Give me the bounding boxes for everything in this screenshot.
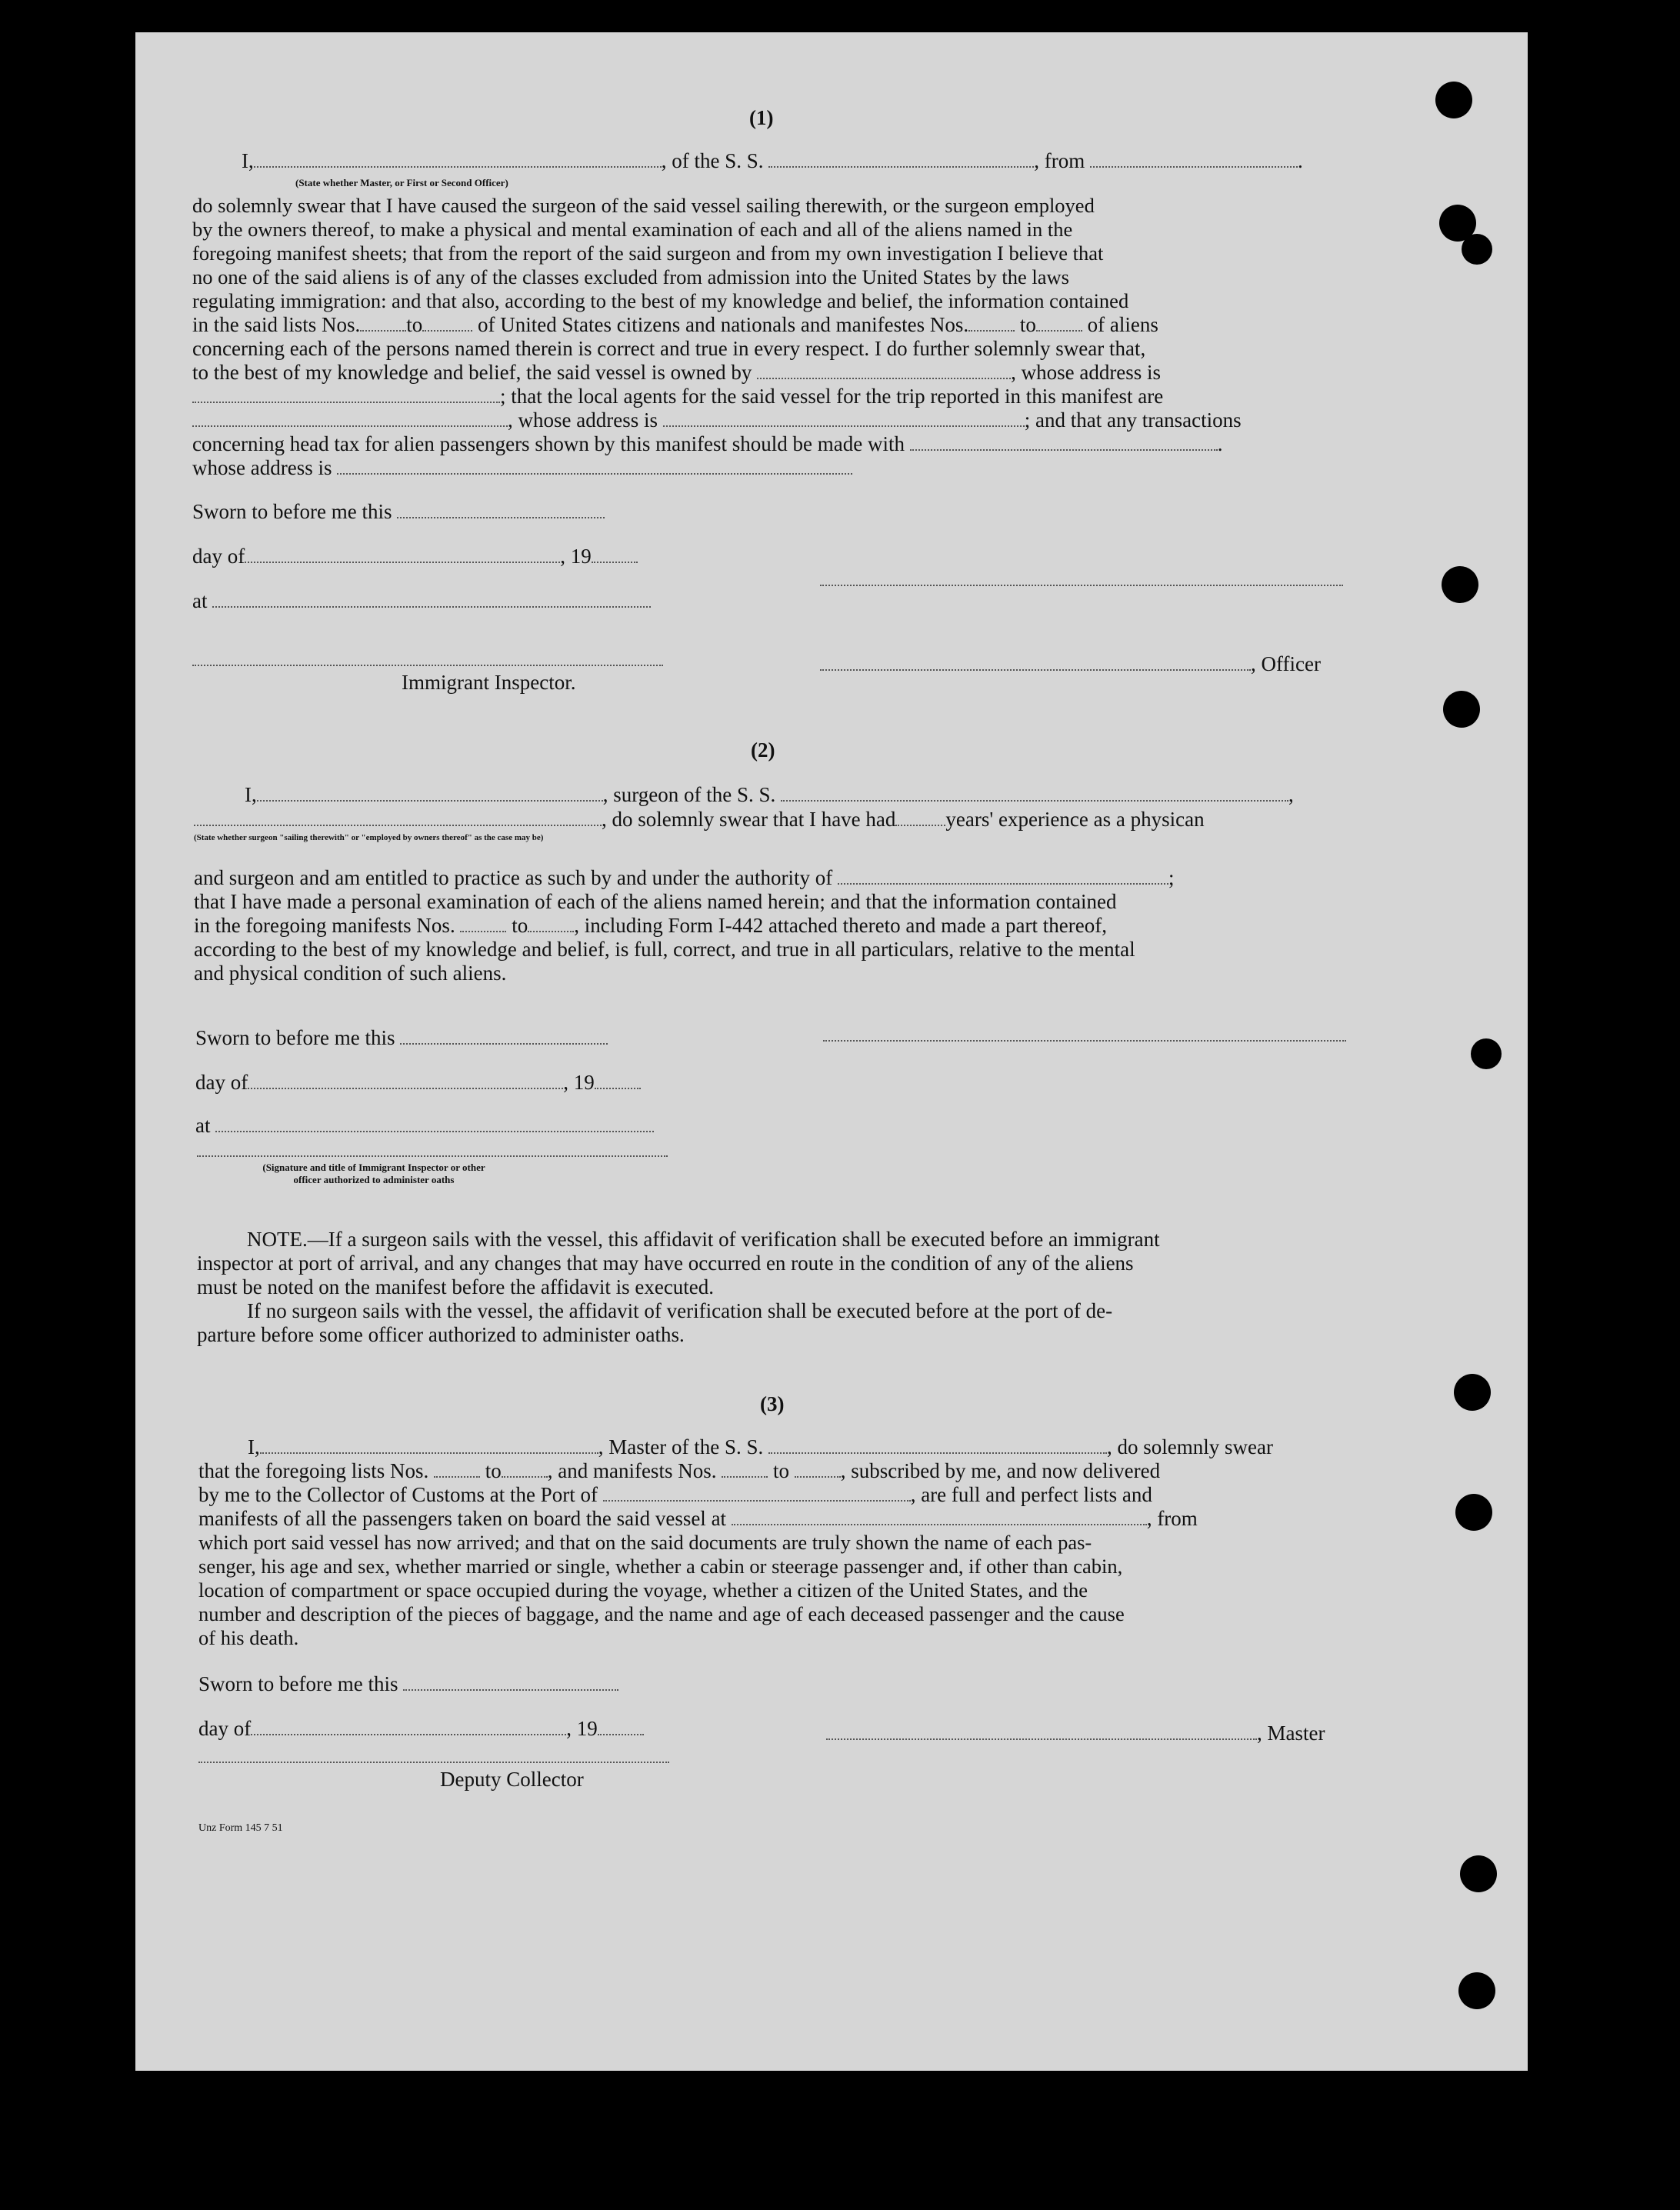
s3-body-line: which port said vessel has now arrived; and that on the said documents are truly shown the name of each pas- [198,1531,1092,1554]
s1-at-line [192,589,651,613]
s1-manifests-to-label: to [1019,313,1036,336]
punch-hole [1462,234,1492,265]
s1-officer-name-field[interactable] [254,149,662,168]
s2-manifests-to-field[interactable] [528,914,574,932]
s1-transactions-label: ; and that any transactions [1024,408,1242,432]
s1-lists-to-label: to [406,313,423,336]
s3-body-line: of his death. [198,1626,299,1649]
s2-surgeon-type-field[interactable] [194,808,602,826]
punch-hole [1458,1972,1495,2009]
s3-sworn-field[interactable] [403,1672,618,1691]
manifest-form-page [135,32,1528,2071]
s3-master-sign-line [826,1722,1325,1745]
s3-port-field[interactable] [603,1483,911,1502]
s2-physical-line: and physical condition of such aliens. [194,962,507,985]
s1-day-field[interactable] [245,545,560,563]
s3-manifests-to-label: to [772,1459,789,1482]
s1-whose-address-label: whose address is [192,456,332,479]
section-2-number: (2) [751,738,775,762]
s2-signature-line[interactable] [823,1040,1346,1042]
s1-signature-line[interactable] [820,585,1343,586]
s3-sworn-line [198,1672,618,1696]
s1-year-label: , 19 [560,545,592,568]
s3-from-label: , from [1146,1507,1198,1530]
s2-surgeon-line: I, , surgeon of the S. S. , [245,783,1294,806]
s1-concerning-line: concerning each of the persons named therein is correct and true in every respect. I do further solemnly swear that, [192,337,1146,360]
s2-at-label: at [195,1114,211,1137]
s2-form-label: , including Form I-442 attached thereto and made a part thereof, [574,914,1107,937]
s3-master-signature-field[interactable] [826,1722,1257,1740]
s2-note-1: NOTE.—If a surgeon sails with the vessel, this affidavit of verification shall be executed before an immigrant [247,1228,1160,1251]
s3-collector-signature-line[interactable] [198,1762,669,1763]
s1-manifests-from-field[interactable] [968,313,1015,332]
s3-master-label: , Master [1257,1722,1325,1745]
s1-from-label: , from [1034,149,1085,172]
s2-exam-line: that I have made a personal examination of each of the aliens named herein; and that the information contained [194,890,1117,913]
s2-signature-note [258,1162,489,1186]
s1-lists-label: in the said lists Nos. [192,313,361,336]
s3-body-line: location of compartment or space occupied during the voyage, whether a citizen of the United States, and the [198,1578,1088,1602]
s3-body-line: number and description of the pieces of baggage, and the name and age of each deceased passenger and the cause [198,1602,1125,1625]
s1-citizens-label: of United States citizens and nationals and manifestes Nos. [478,313,969,336]
s2-i-prefix: I, [245,783,257,806]
s2-officer-signature-line[interactable] [197,1155,668,1157]
s2-manifests-from-field[interactable] [460,914,506,932]
s2-years-field[interactable] [895,808,945,826]
s3-subscribed-label: , subscribed by me, and now delivered [840,1459,1161,1482]
s3-day-label: day of [198,1717,252,1740]
section-1-number: (1) [749,106,774,129]
s2-note-4: If no surgeon sails with the vessel, the affidavit of verification shall be executed before at the port of de- [247,1299,1113,1322]
s3-ship-name-field[interactable] [768,1435,1107,1454]
s2-according-line: according to the best of my knowledge and belief, is full, correct, and true in all particulars, relative to the mental [194,938,1135,961]
s2-physician-label: years' experience as a physican [945,808,1205,831]
s2-experience-line [194,808,1205,832]
s1-sworn-field[interactable] [397,500,605,518]
s2-manifests-to-label: to [512,914,528,937]
s2-year-label: , 19 [563,1071,595,1094]
s1-day-label: day of [192,545,245,568]
s1-whose-address-line [192,456,852,480]
s2-day-line [195,1071,641,1095]
s2-manifests-line [194,914,1107,938]
s1-sworn-label: Sworn to before me this [192,500,392,523]
punch-hole [1471,1038,1502,1069]
s1-officer-signature-field[interactable] [820,652,1251,671]
s2-authority-label: and surgeon and am entitled to practice as such by and under the authority of [194,866,833,889]
s3-master-ss-label: , Master of the S. S. [598,1435,764,1458]
s3-year-label: , 19 [566,1717,598,1740]
s3-deputy-label: Deputy Collector [440,1768,584,1791]
s1-owner-address-label: , whose address is [1011,361,1162,384]
s3-lists-from-field[interactable] [434,1459,480,1478]
s1-lists-to-field[interactable] [422,313,472,332]
s1-from-port-field[interactable] [1090,149,1298,168]
s1-agents-address-field[interactable] [663,408,1025,427]
s1-headtax-line: concerning head tax for alien passengers shown by this manifest should be made with . [192,432,1223,455]
s1-agents-address-label: , whose address is [508,408,658,432]
punch-hole [1460,1855,1497,1892]
punch-hole [1443,691,1480,728]
s3-manifests-line [198,1507,1198,1531]
s3-lists-label: that the foregoing lists Nos. [198,1459,429,1482]
s3-lists-to-field[interactable] [502,1459,548,1478]
s3-year-field[interactable] [598,1717,644,1735]
s1-officer-line-sign [820,652,1321,676]
s1-lists-line [192,313,1158,337]
s1-ship-name-field[interactable] [768,149,1034,168]
s3-swear-label: , do solemnly swear [1106,1435,1273,1458]
s1-officer-note: (State whether Master, or First or Second Officer) [295,177,508,188]
s3-sworn-label: Sworn to before me this [198,1672,398,1695]
s3-departure-port-field[interactable] [732,1507,1147,1525]
s1-inspector-label: Immigrant Inspector. [402,671,576,694]
s3-manifests-label: , and manifests Nos. [547,1459,717,1482]
s3-lists-to-label: to [485,1459,502,1482]
s1-manifests-to-field[interactable] [1036,313,1082,332]
s2-experience-label: , do solemnly swear that I have had [602,808,896,831]
s1-inspector-signature-line[interactable] [192,665,663,666]
s3-master-line [248,1435,1273,1459]
s1-at-field[interactable] [212,589,651,608]
s1-officer-line: I, , of the S. S. , from . [242,149,1303,172]
s1-whose-line [192,408,1242,432]
s2-surgeon-name-field[interactable] [257,783,603,802]
s1-owner-field[interactable] [757,361,1011,379]
s1-at-label: at [192,589,208,612]
s1-body-line: no one of the said aliens is of any of the classes excluded from admission into the United States by the laws [192,265,1069,288]
s2-ship-name-field[interactable] [781,783,1288,802]
s1-headtax-field[interactable] [910,432,1218,451]
s1-sworn-line [192,500,605,524]
s2-signature-note-1: (Signature and title of Immigrant Inspector or other [262,1162,485,1173]
s2-sworn-line [195,1026,608,1050]
s1-owner-address-field[interactable] [192,385,500,403]
s2-day-label: day of [195,1071,248,1094]
s3-manifests-from-field[interactable] [722,1459,768,1478]
s3-lists-line [198,1459,1160,1483]
s1-day-line [192,545,638,568]
s3-manifests-to-field[interactable] [795,1459,841,1478]
s1-body-line: do solemnly swear that I have caused the surgeon of the said vessel sailing therewith, or the surgeon employed [192,194,1095,217]
s1-officer-label: , Officer [1251,652,1321,675]
s3-collector-label: by me to the Collector of Customs at the Port of [198,1483,598,1506]
s1-body-line: regulating immigration: and that also, according to the best of my knowledge and belief, the information contained [192,289,1129,312]
s1-agents-field[interactable] [192,408,508,427]
s2-sworn-field[interactable] [400,1026,608,1045]
s1-year-field[interactable] [592,545,638,563]
punch-hole [1455,1494,1492,1531]
s2-surgeon-ss-label: , surgeon of the S. S. [602,783,776,806]
punch-hole [1435,82,1472,118]
s2-signature-note-2: officer authorized to administer oaths [293,1174,455,1185]
s1-body [192,194,1346,313]
s3-passengers-label: manifests of all the passengers taken on board the said vessel at [198,1507,727,1530]
form-id: Unz Form 145 7 51 [198,1822,283,1834]
s2-note-2: inspector at port of arrival, and any changes that may have occurred en route in the condition of any of the aliens [197,1252,1134,1275]
s3-collector-line [198,1483,1152,1507]
s3-master-name-field[interactable] [260,1435,598,1454]
s2-at-field[interactable] [215,1114,654,1132]
s1-of-ss-label: , of the S. S. [661,149,764,172]
s2-note-3: must be noted on the manifest before the affidavit is executed. [197,1275,715,1298]
s3-day-line [198,1717,644,1741]
s2-sworn-label: Sworn to before me this [195,1026,395,1049]
s1-agents-label: ; that the local agents for the said vessel for the trip reported in this manifest are [500,385,1164,408]
s2-year-field[interactable] [595,1071,641,1089]
s1-aliens-label: of aliens [1087,313,1158,336]
s2-note-5: parture before some officer authorized to administer oaths. [197,1323,685,1346]
s1-owned-line [192,361,1161,385]
s1-owned-label: to the best of my knowledge and belief, the said vessel is owned by [192,361,752,384]
section-3-number: (3) [760,1392,785,1415]
s1-lists-from-field[interactable] [360,313,406,332]
s1-headtax-label: concerning head tax for alien passengers shown by this manifest should be made with [192,432,905,455]
s3-body-line: senger, his age and sex, whether married or single, whether a cabin or steerage passenger and, if other than cabin, [198,1555,1123,1578]
s3-body [198,1531,1352,1650]
s3-perfect-label: , are full and perfect lists and [910,1483,1152,1506]
s3-day-field[interactable] [251,1717,566,1735]
s1-agents-line [192,385,1163,408]
s1-i-prefix: I, [242,149,254,172]
s2-surgeon-note: (State whether surgeon "sailing therewith" or "employed by owners thereof" as the case may be) [194,833,544,842]
s2-manifests-label: in the foregoing manifests Nos. [194,914,455,937]
punch-hole [1454,1374,1491,1411]
s3-i-prefix: I, [248,1435,260,1458]
s1-body-line: foregoing manifest sheets; that from the report of the said surgeon and from my own investigation I believe that [192,242,1104,265]
s1-headtax-address-field[interactable] [337,456,852,475]
punch-hole [1442,566,1478,603]
s2-authority-line: and surgeon and am entitled to practice as such by and under the authority of ; [194,866,1175,889]
s2-at-line [195,1114,654,1138]
s2-day-field[interactable] [248,1071,563,1089]
s1-body-line: by the owners thereof, to make a physical and mental examination of each and all of the aliens named in the [192,218,1073,241]
s2-authority-field[interactable] [838,866,1168,885]
